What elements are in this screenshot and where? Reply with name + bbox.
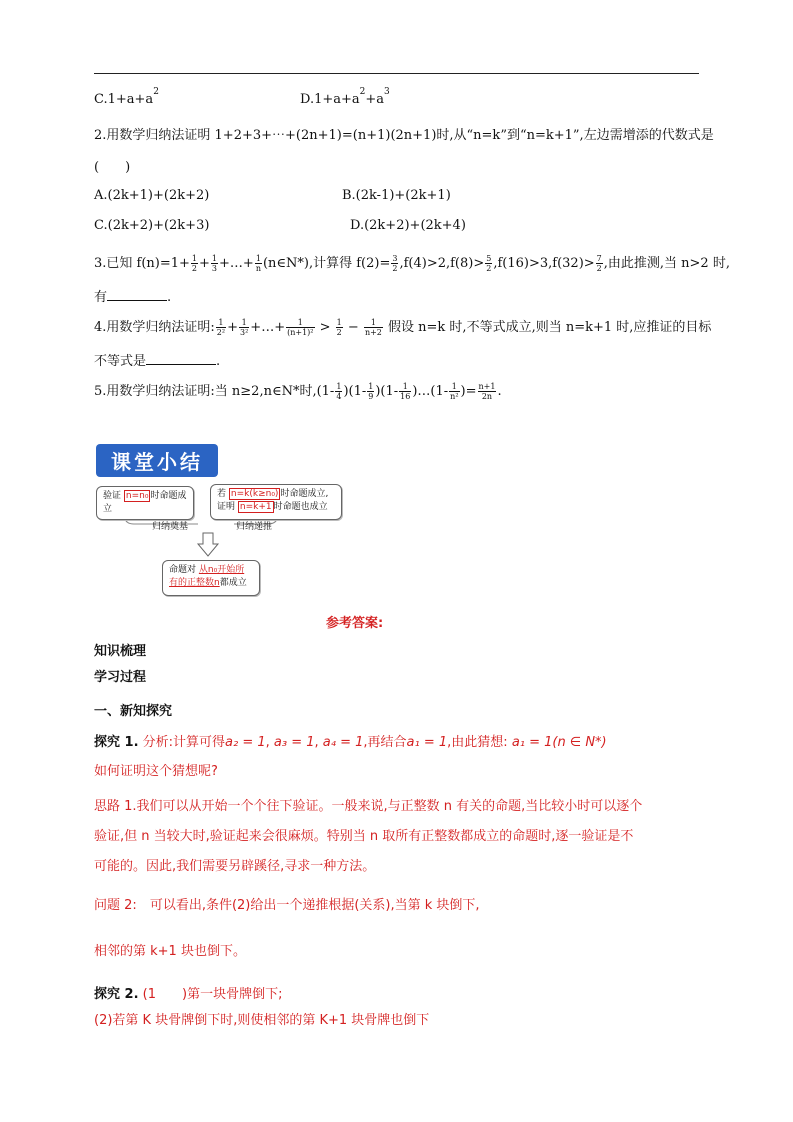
fraction: $\frac{1}{\text{(n+1)²}}$ xyxy=(287,318,314,337)
fraction: $\frac{1}{2}$ xyxy=(191,254,198,273)
box-inductive-step: 若 n=k(k≥n₀) 时命题成立,证明 n=k+1 时命题也成立 xyxy=(210,484,342,520)
fraction: $\frac{1}{16}$ xyxy=(400,382,411,401)
fraction: $\frac{1}{3}$ xyxy=(211,254,218,273)
t1-line1: 探究 1. 分析:计算可得a₂ = 1, a₃ = 1, a₄ = 1,再结合a₁ = 1,由此猜想: a₁ = 1(n ∈ N*) xyxy=(94,735,607,750)
q2-answer-line1: 问题 2: 可以看出,条件(2)给出一个递推根据(关系),当第 k 块倒下, xyxy=(94,898,480,913)
fraction: $\frac{n+1}{2n}$ xyxy=(478,382,496,401)
fraction: $\frac{1}{\text{2²}}$ xyxy=(216,318,226,337)
summary-diagram xyxy=(96,480,342,598)
q2-option-c: C.(2k+2)+(2k+3) xyxy=(94,218,210,233)
summary-title: 课堂小结 xyxy=(96,444,218,477)
q2-paren: ( ) xyxy=(94,160,131,175)
fraction: $\frac{7}{2}$ xyxy=(596,254,602,273)
section-knowledge: 知识梳理 xyxy=(94,644,147,659)
fraction: $\frac{5}{2}$ xyxy=(486,254,492,273)
fraction: $\frac{1}{9}$ xyxy=(368,382,374,401)
q3-line2: 有 . xyxy=(94,290,172,305)
fraction: $\frac{3}{2}$ xyxy=(392,254,398,273)
q5-line: 5.用数学归纳法证明:当 n≥2,n∈N*时,(1- $\frac{1}{4}$ )(1- $\frac{1}{9}$ )(1- $\frac{1}{16}$ )…(1- $\frac{1}{\text{n²}}$ )= $\frac{n+1}{2n}$ . xyxy=(94,382,502,401)
t2-line1: 探究 2. (1 )第一块骨牌倒下; xyxy=(94,987,283,1002)
down-arrow-icon xyxy=(198,533,218,556)
q1-option-d: $D.1+a+a^2+a^3$ xyxy=(300,87,390,107)
section-explore: 一、新知探究 xyxy=(94,704,173,719)
q2-stem: 2.用数学归纳法证明 1+2+3+⋯+(2n+1)=(n+1)(2n+1)时,从“n=k”到“n=k+1”,左边需增添的代数式是 xyxy=(94,128,714,143)
answers-heading: 参考答案: xyxy=(326,616,384,631)
top-rule xyxy=(94,73,699,74)
label-base: 归纳奠基 xyxy=(152,522,189,532)
q3-line1: 3.已知 f(n)=1+ $\frac{1}{2}$ + $\frac{1}{3}$ +…+ $\frac{1}{n}$ (n∈N*),计算得 f(2)= $\frac{3}{2}$ ,f(4)>2,f(8)> $\frac{5}{2}$ ,f(16)>3,f(32)> $\frac{7}{2}$ ,由此推测,当 n>2 时, xyxy=(94,254,730,273)
fraction: $\frac{1}{\text{3²}}$ xyxy=(240,318,249,337)
fraction: $\frac{1}{4}$ xyxy=(336,382,342,401)
t2-line2: (2)若第 K 块骨牌倒下时,则使相邻的第 K+1 块骨牌也倒下 xyxy=(94,1013,430,1028)
box-conclusion: 命题对 从n₀开始所有的正整数n都成立 xyxy=(162,560,260,596)
q4-line1: 4.用数学归纳法证明: $\frac{1}{\text{2²}}$ + $\frac{1}{\text{3²}}$ +…+ $\frac{1}{\text{(n+1)²}}$ > $\frac{1}{2}$ − $\frac{1}{n+2}$ 假设 n=k 时,不等式成立,则当 n=k+1 时,应推证的目标 xyxy=(94,318,712,337)
fraction: $\frac{1}{n+2}$ xyxy=(364,318,382,337)
answer-blank xyxy=(107,288,167,301)
q1-option-c: $C.1+a+a^2$ xyxy=(94,87,159,107)
t1-line2: 如何证明这个猜想呢? xyxy=(94,764,218,779)
fraction: $\frac{1}{\text{n²}}$ xyxy=(450,382,459,401)
q4-line2: 不等式是 . xyxy=(94,354,221,369)
fraction: $\frac{1}{2}$ xyxy=(336,318,342,337)
q2-option-a: A.(2k+1)+(2k+2) xyxy=(94,188,210,203)
idea1-line3: 可能的。因此,我们需要另辟蹊径,寻求一种方法。 xyxy=(94,859,376,874)
q2-option-b: B.(2k-1)+(2k+1) xyxy=(342,188,451,203)
idea1-line2: 验证,但 n 当较大时,验证起来会很麻烦。特别当 n 取所有正整数都成立的命题时,逐一验证是不 xyxy=(94,829,634,844)
answer-blank xyxy=(146,352,216,365)
fraction: $\frac{1}{n}$ xyxy=(255,254,261,273)
q2-answer-line2: 相邻的第 k+1 块也倒下。 xyxy=(94,944,246,959)
q2-option-d: D.(2k+2)+(2k+4) xyxy=(350,218,466,233)
idea1-line1: 思路 1.我们可以从开始一个个往下验证。一般来说,与正整数 n 有关的命题,当比较小时可以逐个 xyxy=(94,799,643,814)
section-process: 学习过程 xyxy=(94,670,147,685)
box-base-step: 验证 n=n₀ 时命题成立 xyxy=(96,486,194,520)
label-inductive: 归纳递推 xyxy=(236,522,273,532)
